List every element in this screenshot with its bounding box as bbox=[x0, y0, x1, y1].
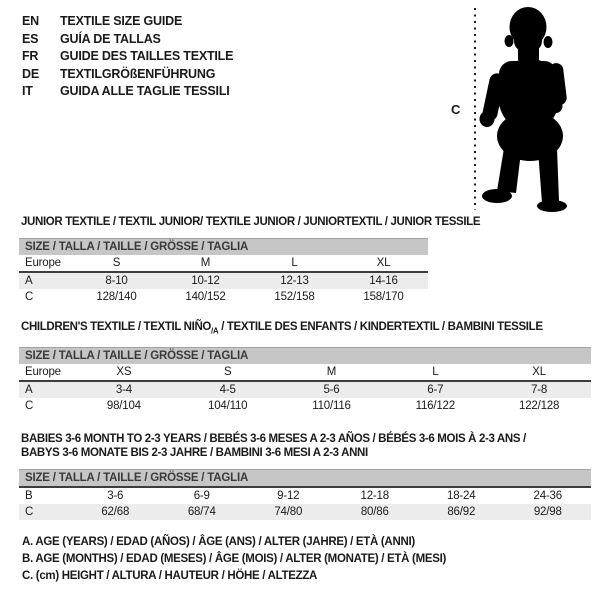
table-row bbox=[19, 272, 428, 289]
size-cell: 7-8 bbox=[531, 384, 548, 397]
size-table-section bbox=[19, 320, 593, 414]
size-table bbox=[19, 347, 591, 414]
figure-panel bbox=[440, 0, 600, 220]
table-row bbox=[19, 398, 591, 414]
size-cell: 18-24 bbox=[447, 490, 476, 503]
size-cell: 104/110 bbox=[208, 400, 248, 413]
title-text: JUNIOR TEXTILE / TEXTIL JUNIOR/ TEXTILE JUNIOR / JUNIORTEXTIL / JUNIOR TESSILE bbox=[21, 216, 481, 228]
size-cell: 86/92 bbox=[447, 506, 476, 519]
title-text: CHILDREN'S TEXTILE / TEXTIL NIÑO bbox=[21, 321, 212, 333]
size-cell: 3-6 bbox=[107, 490, 124, 503]
table-title-line bbox=[21, 432, 593, 446]
size-cell: XL bbox=[339, 255, 428, 272]
table-row bbox=[19, 289, 428, 305]
table-row bbox=[19, 487, 591, 504]
language-code: FR bbox=[22, 49, 39, 63]
language-code: EN bbox=[22, 14, 39, 28]
table-row bbox=[19, 504, 591, 520]
column-label-row bbox=[19, 364, 591, 381]
size-cell: 62/68 bbox=[101, 506, 130, 519]
row-label: Europe bbox=[19, 364, 72, 381]
size-cell: 110/116 bbox=[312, 400, 351, 413]
size-cell: 10-12 bbox=[191, 275, 220, 287]
table-title bbox=[21, 432, 593, 460]
language-row bbox=[22, 48, 233, 66]
row-label: C bbox=[25, 291, 34, 303]
size-cell: 3-4 bbox=[115, 384, 132, 397]
size-cell: S bbox=[72, 255, 161, 272]
language-label: GUIDE DES TAILLES TEXTILE bbox=[60, 49, 234, 63]
size-cell: 6-9 bbox=[193, 490, 210, 503]
size-cell: 98/104 bbox=[106, 400, 141, 413]
size-cell: 24-36 bbox=[533, 490, 562, 503]
title-subscript: /A bbox=[211, 326, 219, 336]
size-cell: 116/122 bbox=[415, 400, 455, 413]
size-header-row bbox=[19, 470, 591, 488]
table-title bbox=[21, 320, 593, 338]
size-cell: L bbox=[383, 364, 487, 381]
baby-figure-graphic bbox=[440, 0, 600, 220]
title-text: BABIES 3-6 MONTH TO 2-3 YEARS / BEBÉS 3-6 MESES A 2-3 AÑOS / BÉBÉS 3-6 MOIS À 2-3 ANS / bbox=[21, 433, 526, 446]
size-table bbox=[19, 238, 428, 305]
column-label-row bbox=[19, 255, 428, 272]
size-cell: 8-10 bbox=[105, 275, 128, 287]
footnote: C. (cm) HEIGHT / ALTURA / HAUTEUR / HÖHE / ALTEZZA bbox=[22, 570, 318, 582]
size-header-row bbox=[19, 239, 428, 256]
size-header-cell: SIZE / TALLA / TAILLE / GRÖSSE / TAGLIA bbox=[19, 470, 591, 488]
size-cell: 140/152 bbox=[185, 291, 226, 303]
size-cell: M bbox=[161, 255, 250, 272]
size-cell: 128/140 bbox=[96, 291, 137, 303]
title-text: BABYS 3-6 MONATE BIS 2-3 JAHRE / BAMBINI 3-6 MESI A 2-3 ANNI bbox=[21, 447, 368, 460]
row-label: C bbox=[25, 400, 34, 413]
language-row bbox=[22, 13, 233, 31]
language-row bbox=[22, 83, 233, 101]
size-cell: S bbox=[176, 364, 280, 381]
language-label: TEXTILE SIZE GUIDE bbox=[60, 14, 183, 28]
language-code: ES bbox=[22, 31, 39, 46]
language-label: GUÍA DE TALLAS bbox=[60, 31, 161, 46]
size-cell: 158/170 bbox=[363, 291, 404, 303]
row-label: Europe bbox=[19, 255, 72, 272]
footnote: A. AGE (YEARS) / EDAD (AÑOS) / ÂGE (ANS) / ALTER (JAHRE) / ETÀ (ANNI) bbox=[22, 536, 415, 548]
size-tables bbox=[19, 215, 593, 535]
size-table-section bbox=[19, 215, 593, 305]
height-measure-label: C bbox=[451, 102, 461, 117]
size-cell: 68/74 bbox=[187, 506, 216, 519]
language-code: IT bbox=[22, 84, 33, 98]
size-cell: L bbox=[250, 255, 339, 272]
baby-silhouette bbox=[480, 7, 568, 212]
size-header-cell: SIZE / TALLA / TAILLE / GRÖSSE / TAGLIA bbox=[19, 348, 591, 365]
language-row bbox=[22, 31, 233, 49]
size-cell: 152/158 bbox=[274, 291, 315, 303]
size-cell: 12-18 bbox=[360, 490, 389, 503]
size-cell: 80/86 bbox=[360, 506, 389, 519]
row-label: A bbox=[25, 275, 33, 287]
size-cell: 4-5 bbox=[219, 384, 236, 397]
size-header-row bbox=[19, 348, 591, 365]
title-text: / TEXTILE DES ENFANTS / KINDERTEXTIL / BAMBINI TESSILE bbox=[218, 321, 543, 333]
size-cell: 12-13 bbox=[280, 275, 309, 287]
size-cell: 92/98 bbox=[533, 506, 562, 519]
table-title-line bbox=[21, 446, 593, 460]
table-title bbox=[21, 215, 593, 229]
size-cell: M bbox=[280, 364, 384, 381]
table-title-line bbox=[21, 215, 593, 229]
table-title-line bbox=[21, 320, 593, 338]
language-list bbox=[22, 13, 233, 101]
size-cell: 9-12 bbox=[277, 490, 300, 503]
size-cell: 74/80 bbox=[274, 506, 303, 519]
size-table-section bbox=[19, 432, 593, 520]
row-label: A bbox=[25, 384, 33, 397]
language-label: GUIDA ALLE TAGLIE TESSILI bbox=[60, 84, 230, 98]
footnote: B. AGE (MONTHS) / EDAD (MESES) / ÂGE (MOIS) / ALTER (MONATE) / ETÀ (MESI) bbox=[22, 553, 447, 565]
size-cell: XL bbox=[487, 364, 591, 381]
table-row bbox=[19, 381, 591, 398]
size-cell: 14-16 bbox=[369, 275, 398, 287]
size-header-cell: SIZE / TALLA / TAILLE / GRÖSSE / TAGLIA bbox=[19, 239, 428, 256]
size-cell: 6-7 bbox=[427, 384, 444, 397]
row-label: C bbox=[25, 506, 34, 519]
row-label: B bbox=[25, 490, 33, 503]
size-cell: XS bbox=[72, 364, 176, 381]
size-cell: 122/128 bbox=[519, 400, 560, 413]
language-row bbox=[22, 66, 233, 84]
language-label: TEXTILGRÖßENFÜHRUNG bbox=[60, 66, 216, 81]
size-table bbox=[19, 469, 591, 520]
footnotes bbox=[22, 534, 446, 585]
size-cell: 5-6 bbox=[323, 384, 340, 397]
language-code: DE bbox=[22, 66, 39, 81]
